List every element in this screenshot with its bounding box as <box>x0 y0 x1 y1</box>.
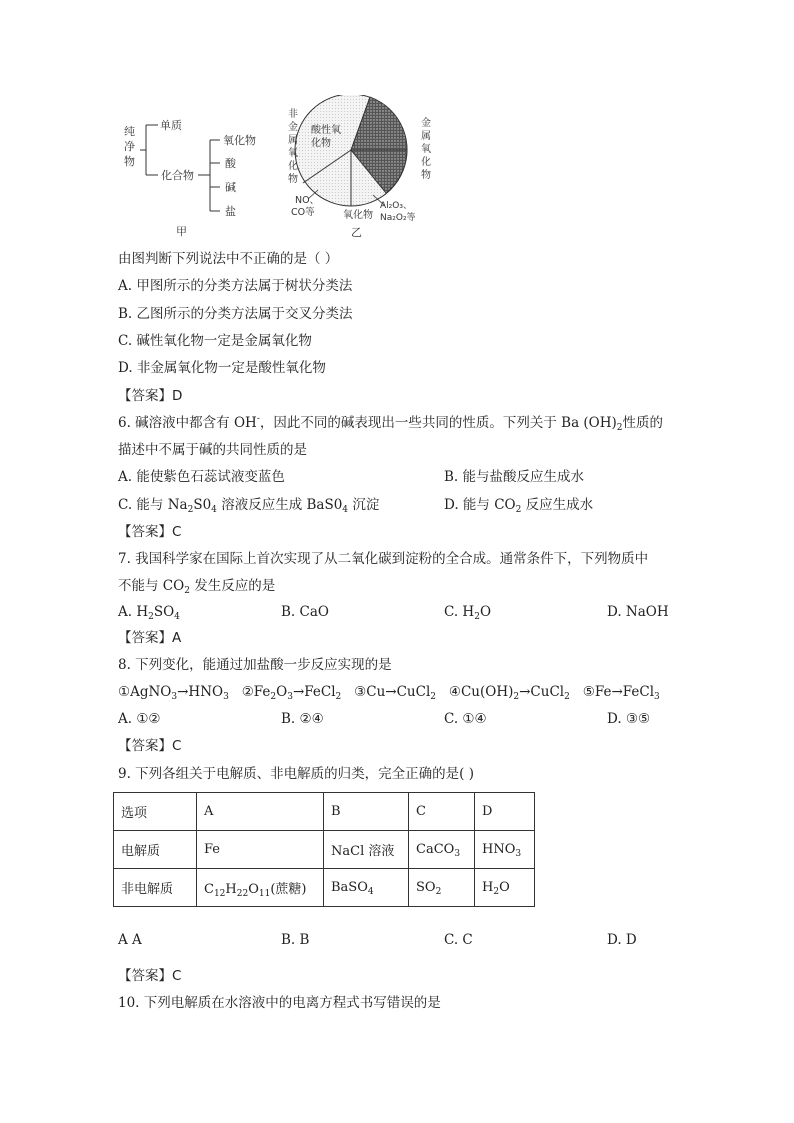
q9-option-c: C. C <box>444 932 473 948</box>
q5-option-c: C. 碱性氧化物一定是金属氧化物 <box>118 333 312 349</box>
q9-option-b: B. B <box>281 932 310 948</box>
pie-diagram-yi <box>295 95 407 206</box>
label-nonmetal-c4: 氧 <box>288 148 298 159</box>
label-na2o2: Na₂O₂等 <box>380 213 416 223</box>
q9-option-d: D. D <box>607 932 637 948</box>
tree-leaf-salt: 盐 <box>225 205 236 218</box>
table-cell: $SO_2$ <box>409 869 475 907</box>
table-cell: BaSO$_4$ <box>324 869 409 907</box>
q7-answer: 【答案】A <box>118 630 182 646</box>
table-cell: D <box>475 793 535 831</box>
tree-root-char2: 净 <box>124 140 135 153</box>
table-cell: 选项 <box>114 793 197 831</box>
caption-yi: 乙 <box>351 226 362 239</box>
tree-diagram-jia <box>140 125 220 211</box>
table-cell: Fe <box>197 831 324 869</box>
table-cell: NaCl 溶液 <box>324 831 409 869</box>
label-metal-c3: 氧 <box>421 144 431 155</box>
label-metal-c1: 金 <box>421 118 431 129</box>
label-nonmetal-c1: 非 <box>288 109 298 120</box>
q6-stem-line2: 描述中不属于碱的共同性质的是 <box>118 442 307 458</box>
label-no-co-line2: CO等 <box>291 207 315 218</box>
q8-reactions: $①AgNO_3\to HNO_3$ $②Fe_2O_3\to FeCl_2$ ③Cu→CuCl$_2$ $④Cu(OH)_2\to CuCl_2$ ⑤Fe→FeCl$_3$ <box>118 684 660 702</box>
q7-option-a: A. $H_2SO_4$ <box>118 604 180 622</box>
q6-option-d: D. 能与 $CO_2$ 反应生成水 <box>444 497 594 515</box>
q5-answer: 【答案】D <box>118 388 183 404</box>
table-cell: $C_{12}H_{22}O_{11}$(蔗糖) <box>197 869 324 907</box>
tree-node-huahewu: 化合物 <box>161 169 194 182</box>
label-metal-c2: 属 <box>421 131 431 142</box>
label-al2o3: Al₂O₃、 <box>380 201 412 211</box>
tree-root-char3: 物 <box>124 155 135 168</box>
table-row <box>114 793 535 831</box>
label-oxide: 氧化物 <box>343 210 373 221</box>
tree-leaf-acid: 酸 <box>225 157 236 170</box>
caption-jia: 甲 <box>176 225 187 238</box>
q8-option-b: B. ②④ <box>281 711 324 727</box>
q7-stem-line2: 不能与 $CO_2$ 发生反应的是 <box>118 578 276 596</box>
label-nonmetal-c3: 属 <box>288 135 298 146</box>
q8-stem: 8. 下列变化，能通过加盐酸一步反应实现的是 <box>118 657 392 673</box>
q9-answer: 【答案】C <box>118 968 182 984</box>
q8-option-a: A. ①② <box>118 711 161 727</box>
table-row <box>114 831 535 869</box>
table-row <box>114 869 535 907</box>
q8-answer: 【答案】C <box>118 738 182 754</box>
pie-acidic-line2: 化物 <box>311 138 331 149</box>
q5-option-d: D. 非金属氧化物一定是酸性氧化物 <box>118 360 326 376</box>
q7-option-d: D. NaOH <box>607 604 669 620</box>
q6-option-b: B. 能与盐酸反应生成水 <box>444 469 585 485</box>
tree-root-char1: 纯 <box>124 125 135 138</box>
table-cell: A <box>197 793 324 831</box>
classification-figure <box>118 95 448 240</box>
q5-stem: 由图判断下列说法中不正确的是（ ） <box>118 251 339 267</box>
label-nonmetal-c6: 物 <box>288 174 298 185</box>
q9-table <box>113 792 535 907</box>
q5-option-b: B. 乙图所示的分类方法属于交叉分类法 <box>118 306 353 322</box>
q9-stem: 9. 下列各组关于电解质、非电解质的归类，完全正确的是( ) <box>118 766 474 782</box>
label-metal-c5: 物 <box>421 170 431 181</box>
q6-option-a: A. 能使紫色石蕊试液变蓝色 <box>118 469 285 485</box>
q9-option-a: A A <box>118 932 142 948</box>
table-cell: C <box>409 793 475 831</box>
table-cell: 电解质 <box>114 831 197 869</box>
table-cell: CaCO$_3$ <box>409 831 475 869</box>
label-nonmetal-c2: 金 <box>288 122 298 133</box>
q10-stem: 10. 下列电解质在水溶液中的电离方程式书写错误的是 <box>118 995 441 1011</box>
q7-option-c: C. $H_2O$ <box>444 604 492 622</box>
q6-answer: 【答案】C <box>118 524 182 540</box>
q8-option-c: C. ①④ <box>444 711 487 727</box>
table-cell: B <box>324 793 409 831</box>
q7-stem: 7. 我国科学家在国际上首次实现了从二氧化碳到淀粉的全合成。通常条件下，下列物质中 <box>118 551 649 567</box>
label-nonmetal-c5: 化 <box>288 161 298 172</box>
label-no-co-line1: NO、 <box>295 195 320 206</box>
table-cell: $HNO_3$ <box>475 831 535 869</box>
q6-option-c: C. 能与 $Na_2S0_4$ 溶液反应生成 $BaS0_4$ 沉淀 <box>118 497 380 515</box>
q5-option-a: A. 甲图所示的分类方法属于树状分类法 <box>118 278 353 294</box>
pie-acidic-line1: 酸性氧 <box>311 125 341 136</box>
tree-node-danzhi: 单质 <box>160 119 182 132</box>
table-cell: $H_2O$ <box>475 869 535 907</box>
q6-stem: 6. 碱溶液中都含有 OH-，因此不同的碱表现出一些共同的性质。下列关于 Ba $(OH)_2$性质的 <box>118 414 664 433</box>
q8-option-d: D. ③⑤ <box>607 711 651 727</box>
tree-leaf-base: 碱 <box>225 181 236 194</box>
table-cell: 非电解质 <box>114 869 197 907</box>
classification-diagram <box>118 95 448 240</box>
q7-option-b: B. CaO <box>281 604 329 620</box>
tree-leaf-oxide: 氧化物 <box>223 134 256 147</box>
label-metal-c4: 化 <box>421 157 431 168</box>
